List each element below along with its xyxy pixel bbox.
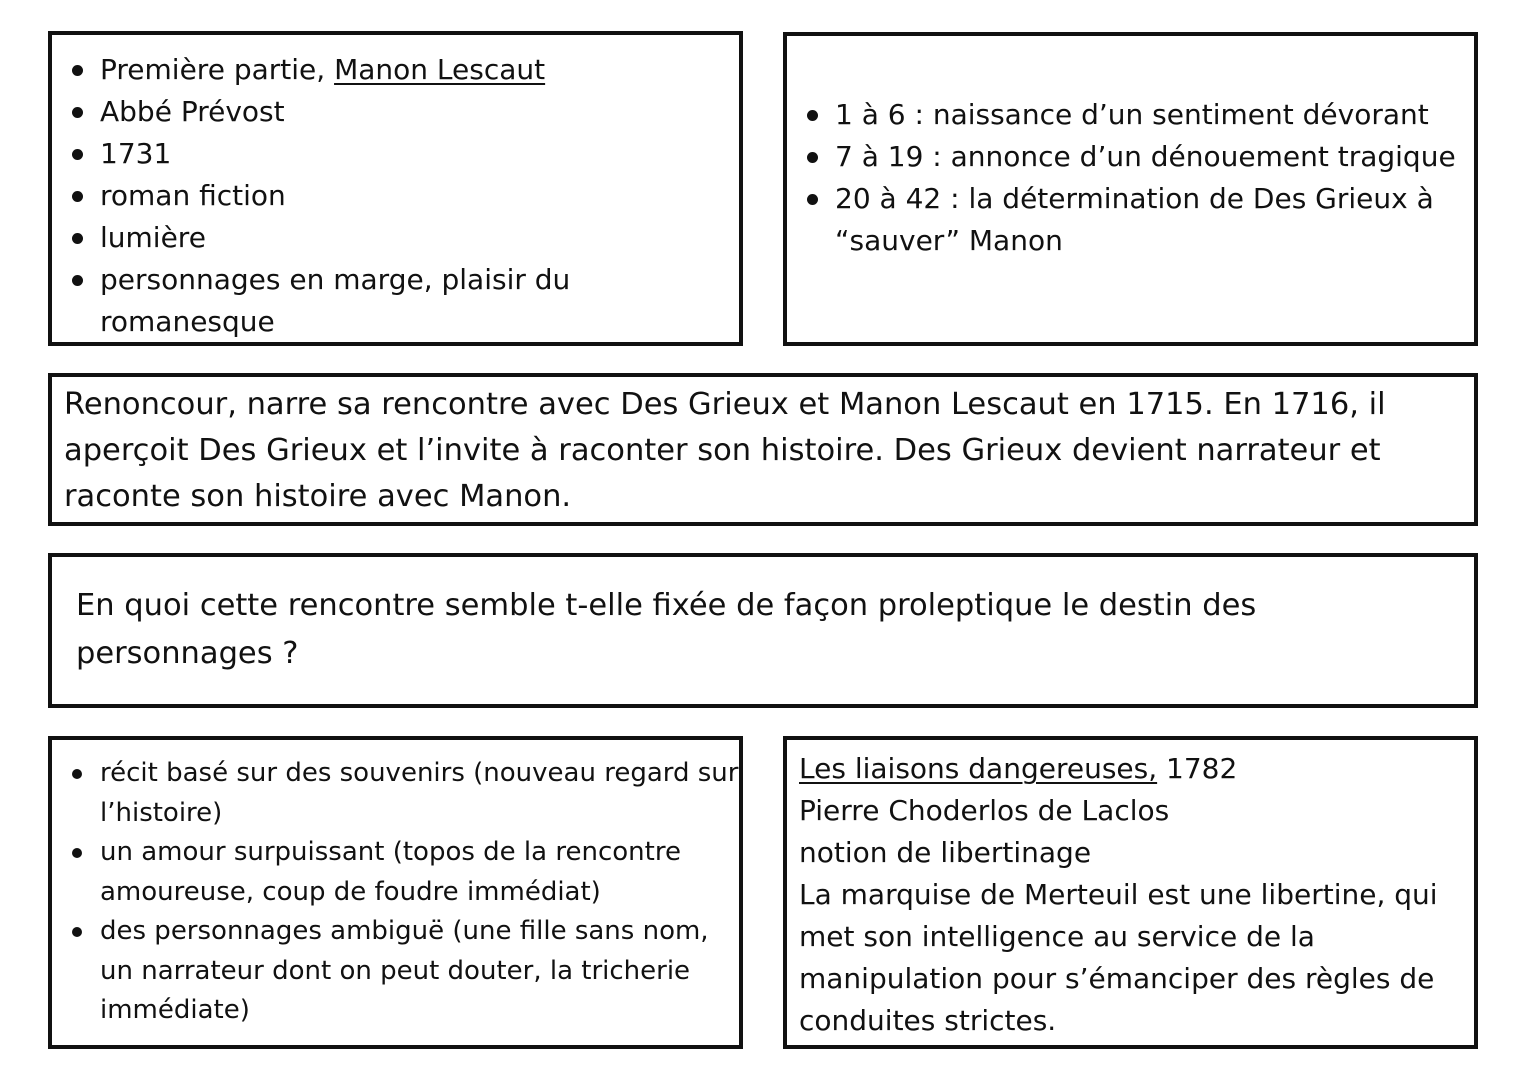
list-item: 1731 <box>52 133 739 175</box>
list-item: roman fiction <box>52 175 739 217</box>
list-item: 7 à 19 : annonce d’un dénouement tragique <box>787 136 1474 178</box>
work-info-list <box>52 49 739 343</box>
liaisons-title: Les liaisons dangereuses, <box>799 752 1158 785</box>
question-box <box>48 553 1478 708</box>
list-item: 1 à 6 : naissance d’un sentiment dévorant <box>787 94 1474 136</box>
liaisons-notion: notion de libertinage <box>799 836 1092 869</box>
question-text: En quoi cette rencontre semble t-elle fixée de façon proleptique le destin des personnages ? <box>76 588 1257 671</box>
liaisons-author: Pierre Choderlos de Laclos <box>799 794 1170 827</box>
list-item: lumière <box>52 217 739 259</box>
part-label: Première partie, <box>100 53 335 86</box>
structure-list <box>787 94 1474 262</box>
list-item: personnages en marge, plaisir du romanesque <box>52 259 739 343</box>
list-item <box>52 49 739 91</box>
summary-box <box>48 373 1478 526</box>
work-info-box <box>48 31 743 346</box>
list-item: Abbé Prévost <box>52 91 739 133</box>
list-item: 20 à 42 : la détermination de Des Grieux à “sauver” Manon <box>787 178 1474 262</box>
liaisons-year: 1782 <box>1157 752 1238 785</box>
list-item: des personnages ambiguë (une fille sans nom, un narrateur dont on peut douter, la tricherie immédiate) <box>52 912 739 1031</box>
work-title: Manon Lescaut <box>334 53 546 86</box>
analysis-box <box>48 736 743 1049</box>
structure-box <box>783 32 1478 346</box>
liaisons-box <box>783 736 1478 1049</box>
summary-text: Renoncour, narre sa rencontre avec Des Grieux et Manon Lescaut en 1715. En 1716, il aperçoit Des Grieux et l’invite à raconter son histoire. Des Grieux devient narrateur et raconte son histoire avec Manon. <box>64 387 1386 514</box>
liaisons-content <box>787 740 1474 1042</box>
liaisons-description: La marquise de Merteuil est une libertine, qui met son intelligence au service de la manipulation pour s’émanciper des règles de conduites strictes. <box>799 878 1438 1037</box>
list-item: un amour surpuissant (topos de la rencontre amoureuse, coup de foudre immédiat) <box>52 833 739 912</box>
analysis-list <box>52 754 739 1031</box>
list-item: récit basé sur des souvenirs (nouveau regard sur l’histoire) <box>52 754 739 833</box>
liaisons-heading <box>799 748 1462 790</box>
